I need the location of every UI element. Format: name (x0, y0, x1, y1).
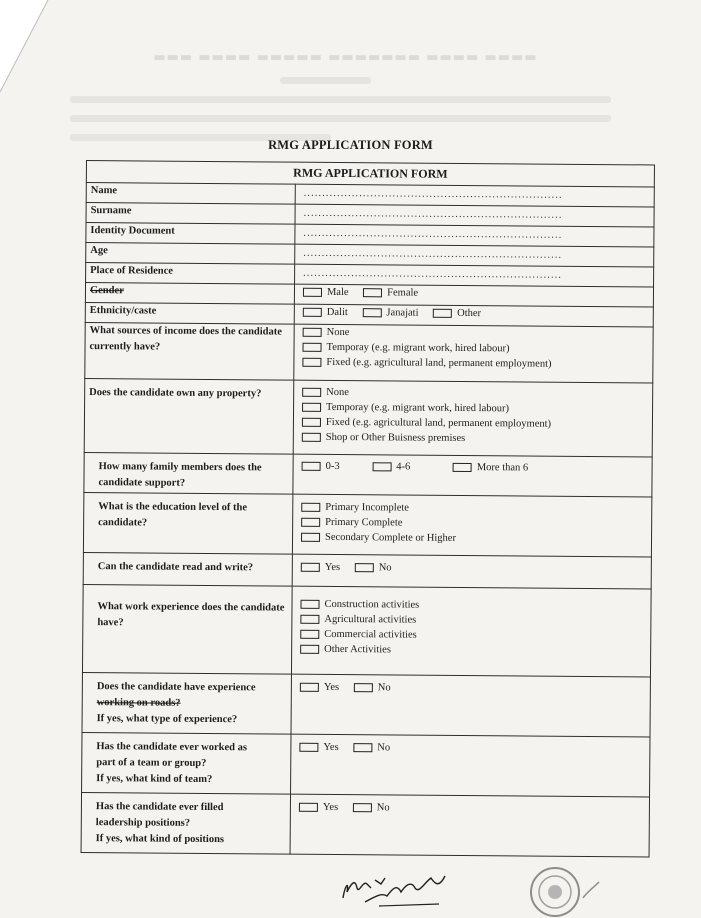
leadership-no-option[interactable]: No (353, 800, 390, 815)
income-temporary-checkbox[interactable] (303, 343, 322, 352)
education-primary-complete-checkbox[interactable] (301, 518, 320, 527)
family-more-than-6-checkbox[interactable] (453, 463, 472, 472)
ethnicity-label: Ethnicity/caste (85, 302, 294, 324)
experience-agricultural-option[interactable]: Agricultural activities (300, 612, 646, 630)
experience-construction-checkbox[interactable] (300, 600, 319, 609)
property-fixed-option[interactable]: Fixed (e.g. agricultural land, permanent employment) (302, 415, 648, 433)
literacy-yes-option[interactable]: Yes (301, 560, 340, 575)
name-field[interactable] (295, 184, 654, 207)
experience-commercial-checkbox[interactable] (300, 630, 319, 639)
name-label: Name (86, 183, 295, 205)
ethnicity-janajati-option[interactable]: Janajati (362, 305, 418, 320)
property-shop-option[interactable]: Shop or Other Buisness premises (302, 430, 648, 448)
property-temporary-option[interactable]: Temporay (e.g. migrant work, hired labour) (302, 400, 648, 418)
income-fixed-checkbox[interactable] (302, 358, 321, 367)
education-label: What is the education level of the candidate? (83, 492, 292, 554)
official-seal-stamp (527, 858, 607, 918)
property-options (293, 380, 653, 457)
experience-construction-option[interactable]: Construction activities (300, 597, 646, 615)
leadership-label: Has the candidate ever filled leadership positions? If yes, what kind of positions (81, 792, 290, 854)
team-yes-checkbox[interactable] (299, 743, 318, 752)
page-title: RMG APPLICATION FORM (268, 138, 433, 152)
residence-field[interactable] (295, 264, 654, 287)
family-row (84, 452, 652, 496)
property-fixed-checkbox[interactable] (302, 418, 321, 427)
gender-female-checkbox[interactable] (363, 288, 382, 297)
income-label: What sources of income does the candidate currently have? (85, 322, 294, 380)
education-primary-complete-option[interactable]: Primary Complete (301, 515, 647, 533)
gender-male-option[interactable]: Male (303, 285, 349, 300)
age-label: Age (86, 243, 295, 265)
experience-options (291, 586, 651, 677)
literacy-options (292, 554, 651, 589)
income-fixed-option[interactable]: Fixed (e.g. agricultural land, permanent employment) (302, 355, 648, 373)
experience-row (82, 584, 651, 676)
ethnicity-options (294, 304, 653, 327)
education-secondary-checkbox[interactable] (301, 533, 320, 542)
ethnicity-dalit-checkbox[interactable] (303, 308, 322, 317)
experience-other-checkbox[interactable] (300, 645, 319, 654)
team-yes-option[interactable]: Yes (299, 740, 338, 755)
ethnicity-dalit-option[interactable]: Dalit (303, 305, 348, 320)
roads-no-checkbox[interactable] (354, 683, 373, 692)
family-4-6-option[interactable]: 4-6 (372, 459, 410, 474)
residence-label: Place of Residence (86, 263, 295, 285)
literacy-row (83, 552, 651, 588)
team-options (291, 734, 650, 797)
experience-other-option[interactable]: Other Activities (300, 642, 646, 660)
surname-label: Surname (86, 203, 295, 225)
residence-blank: ...................................................................... (303, 267, 563, 281)
family-more-than-6-option[interactable]: More than 6 (453, 460, 528, 476)
family-options (293, 454, 652, 497)
age-field[interactable] (295, 244, 654, 267)
gender-options (294, 284, 653, 307)
surname-blank: ...................................................................... (303, 207, 563, 221)
leadership-no-checkbox[interactable] (353, 803, 372, 812)
education-primary-incomplete-option[interactable]: Primary Incomplete (301, 500, 647, 518)
leadership-yes-option[interactable]: Yes (299, 800, 338, 815)
handwritten-signature (335, 858, 455, 908)
leadership-options (290, 794, 649, 857)
age-blank: ...................................................................... (303, 247, 563, 261)
team-no-checkbox[interactable] (353, 743, 372, 752)
identity-label: Identity Document (86, 223, 295, 245)
gender-male-checkbox[interactable] (303, 288, 322, 297)
roads-row (82, 672, 650, 736)
ethnicity-other-checkbox[interactable] (433, 309, 452, 318)
family-0-3-checkbox[interactable] (302, 462, 321, 471)
literacy-no-option[interactable]: No (355, 560, 392, 575)
literacy-yes-checkbox[interactable] (301, 563, 320, 572)
literacy-label: Can the candidate read and write? (83, 552, 292, 586)
roads-options (291, 674, 650, 737)
experience-commercial-option[interactable]: Commercial activities (300, 627, 646, 645)
property-none-option[interactable]: None (302, 385, 648, 403)
experience-label: What work experience does the candidate have? (82, 584, 292, 674)
name-blank: ...................................................................... (303, 187, 563, 201)
education-row (83, 492, 651, 556)
education-secondary-option[interactable]: Secondary Complete or Higher (301, 530, 647, 548)
roads-yes-checkbox[interactable] (300, 683, 319, 692)
team-no-option[interactable]: No (353, 740, 390, 755)
income-options (294, 324, 653, 383)
property-row (84, 378, 653, 456)
roads-yes-option[interactable]: Yes (300, 680, 339, 695)
bleed-through-text: ▬▬▬ ▬▬▬▬ ▬▬▬▬▬ ▬▬▬▬▬▬▬ ▬▬▬▬ ▬▬▬▬ (60, 40, 631, 190)
gender-female-option[interactable]: Female (363, 285, 418, 300)
roads-label: Does the candidate have experience working on roads? If yes, what type of experience? (82, 672, 291, 734)
income-row (85, 322, 653, 382)
family-4-6-checkbox[interactable] (372, 462, 391, 471)
ethnicity-janajati-checkbox[interactable] (362, 308, 381, 317)
income-none-checkbox[interactable] (303, 328, 322, 337)
education-options (292, 494, 651, 557)
leadership-yes-checkbox[interactable] (299, 803, 318, 812)
identity-blank: ...................................................................... (303, 227, 563, 241)
team-label: Has the candidate ever worked as part of a team or group? If yes, what kind of team? (82, 732, 291, 794)
literacy-no-checkbox[interactable] (355, 563, 374, 572)
experience-agricultural-checkbox[interactable] (300, 615, 319, 624)
roads-no-option[interactable]: No (354, 680, 391, 695)
identity-field[interactable] (295, 224, 654, 247)
ethnicity-other-option[interactable]: Other (433, 306, 481, 321)
family-0-3-option[interactable]: 0-3 (302, 459, 340, 474)
team-row (82, 732, 650, 796)
income-temporary-option[interactable]: Temporay (e.g. migrant work, hired labour) (302, 340, 648, 358)
application-form-table (81, 160, 655, 857)
family-label: How many family members does the candidate support? (84, 452, 293, 494)
property-shop-checkbox[interactable] (302, 433, 321, 442)
property-none-checkbox[interactable] (302, 388, 321, 397)
form-header: RMG APPLICATION FORM (86, 161, 654, 187)
gender-label: Gender (85, 283, 294, 305)
leadership-row (81, 792, 649, 856)
income-none-option[interactable]: None (303, 325, 649, 343)
property-temporary-checkbox[interactable] (302, 403, 321, 412)
education-primary-incomplete-checkbox[interactable] (301, 503, 320, 512)
surname-field[interactable] (295, 204, 654, 227)
property-label: Does the candidate own any property? (84, 378, 294, 454)
